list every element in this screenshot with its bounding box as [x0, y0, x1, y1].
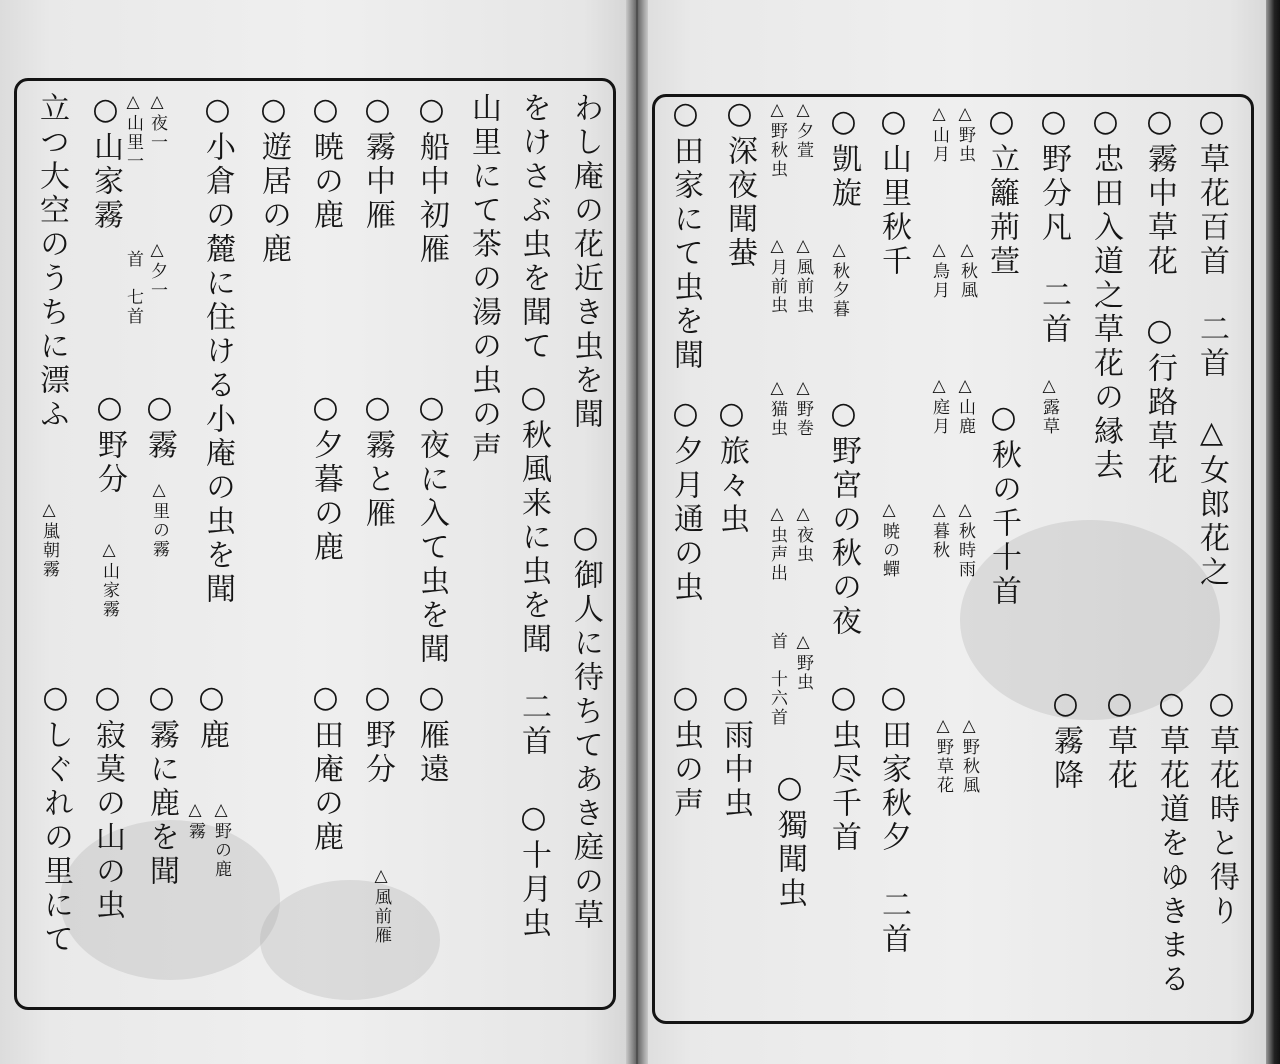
left-column-29: ○霧に鹿を聞 [144, 680, 179, 889]
left-column-34: ○しぐれの里にて [38, 680, 73, 957]
right-column-22: ○野宮の秋の夜 [826, 396, 861, 639]
book-gutter [626, 0, 648, 1064]
right-column-13: △秋時雨 [955, 500, 975, 579]
left-column-18: ○霧 [142, 390, 177, 463]
right-column-34: ○獨聞虫 [772, 770, 807, 911]
left-column-21: △夜一 [147, 92, 167, 152]
right-column-17: ○田家秋夕 二首 [876, 680, 911, 957]
left-column-28: △霧 [185, 800, 205, 841]
right-column-26: △風前虫 [793, 236, 813, 315]
right-column-0: ○草花百首 二首 △女郎花之 [1194, 104, 1229, 590]
right-column-24: △夕萱 [793, 100, 813, 160]
left-column-33: 立つ大空のうちに漂ふ [34, 92, 69, 432]
right-column-12: △庭月 [929, 376, 949, 436]
left-column-27: △野の鹿 [211, 800, 231, 879]
right-column-1: ○霧中草花 ○行路草花 [1142, 104, 1177, 488]
left-column-26: △山家霧 [99, 540, 119, 619]
left-column-20: ○小倉の麓に住ける小庵の虫を聞 [200, 92, 235, 607]
right-column-19: △野草花 [933, 716, 953, 795]
right-column-15: ○山里秋千 [876, 104, 911, 279]
right-column-20: ○凱旋 [826, 104, 861, 211]
right-column-44: ○霧降 [1048, 686, 1083, 793]
left-column-7: ○船中初雁 [414, 92, 449, 267]
left-column-1: ○御人に待ちてあき庭の草 [568, 520, 603, 933]
left-column-16: ○遊居の鹿 [256, 92, 291, 267]
right-column-41: ○草花 [1102, 686, 1137, 793]
left-column-4: 山里にて茶の湯の虫の声 [466, 92, 501, 466]
right-column-32: △野虫 [793, 632, 813, 692]
left-column-32: △嵐朝霧 [39, 500, 59, 579]
right-column-21: △秋夕暮 [829, 240, 849, 319]
right-column-28: △野巻 [793, 378, 813, 438]
right-column-23: ○虫尽千首 [826, 680, 861, 855]
left-column-25: △里の霧 [149, 480, 169, 559]
right-column-9: △秋風 [957, 240, 977, 300]
left-column-30: ○寂莫の山の虫 [90, 680, 125, 923]
left-column-24: 首 七首 [123, 250, 143, 326]
right-column-7: △野虫 [955, 104, 975, 164]
right-column-3: ○野分凡 二首 [1036, 104, 1071, 347]
left-column-9: ○霧中雁 [360, 92, 395, 233]
right-column-33: 首 十六首 [767, 632, 787, 727]
left-column-23: △夕一 [147, 240, 167, 300]
right-column-18: △野秋風 [959, 716, 979, 795]
right-column-29: △猫虫 [767, 378, 787, 438]
left-column-11: ○野分 [360, 680, 395, 787]
left-column-10: ○霧と雁 [360, 390, 395, 531]
right-column-4: △露草 [1039, 376, 1059, 436]
left-column-31: ○野分 [92, 390, 127, 497]
page-edge [1266, 0, 1280, 1064]
right-column-2: ○忠田入道之草花の縁去 [1088, 104, 1123, 483]
left-column-6: ○夜に入て虫を聞 [414, 390, 449, 667]
right-column-43: ○草花時と得り [1204, 686, 1239, 929]
right-column-30: △夜虫 [793, 504, 813, 564]
right-column-27: △月前虫 [767, 236, 787, 315]
right-column-42: ○草花道をゆきまる [1154, 686, 1189, 997]
left-column-3: ○秋風来に虫を聞 二首 [516, 380, 551, 759]
right-column-10: △鳥月 [929, 240, 949, 300]
left-column-22: △山里一 [123, 92, 143, 171]
right-column-16: △暁の蟬 [879, 500, 899, 579]
right-column-6: ○秋の千十首 [986, 400, 1021, 609]
left-column-12: △風前雁 [371, 866, 391, 945]
right-column-25: △野秋虫 [767, 100, 787, 179]
right-column-40: ○虫の声 [668, 680, 703, 821]
right-column-8: △山月 [929, 104, 949, 164]
left-column-8: ○雁遠 [414, 680, 449, 787]
left-column-19: ○鹿 [194, 680, 229, 753]
left-column-14: ○夕暮の鹿 [308, 390, 343, 565]
left-column-5: ○十月虫 [516, 800, 551, 941]
left-column-13: ○暁の鹿 [308, 92, 343, 233]
right-column-11: △山鹿 [955, 376, 975, 436]
right-column-37: ○雨中虫 [718, 680, 753, 821]
right-column-36: ○旅々虫 [714, 396, 749, 537]
left-column-17: ○山家霧 [88, 92, 123, 233]
right-column-39: ○夕月通の虫 [668, 396, 703, 605]
right-column-38: ○田家にて虫を聞 [668, 96, 703, 373]
left-column-15: ○田庵の鹿 [308, 680, 343, 855]
left-column-0: わし庵の花近き虫を聞 [568, 92, 603, 432]
right-column-35: ○深夜聞蛬 [722, 96, 757, 271]
right-column-14: △暮秋 [929, 500, 949, 560]
right-column-31: △虫声出 [767, 504, 787, 583]
right-column-5: ○立籬荊萱 [984, 104, 1019, 279]
left-column-2: をけさぶ虫を聞て [516, 92, 551, 364]
